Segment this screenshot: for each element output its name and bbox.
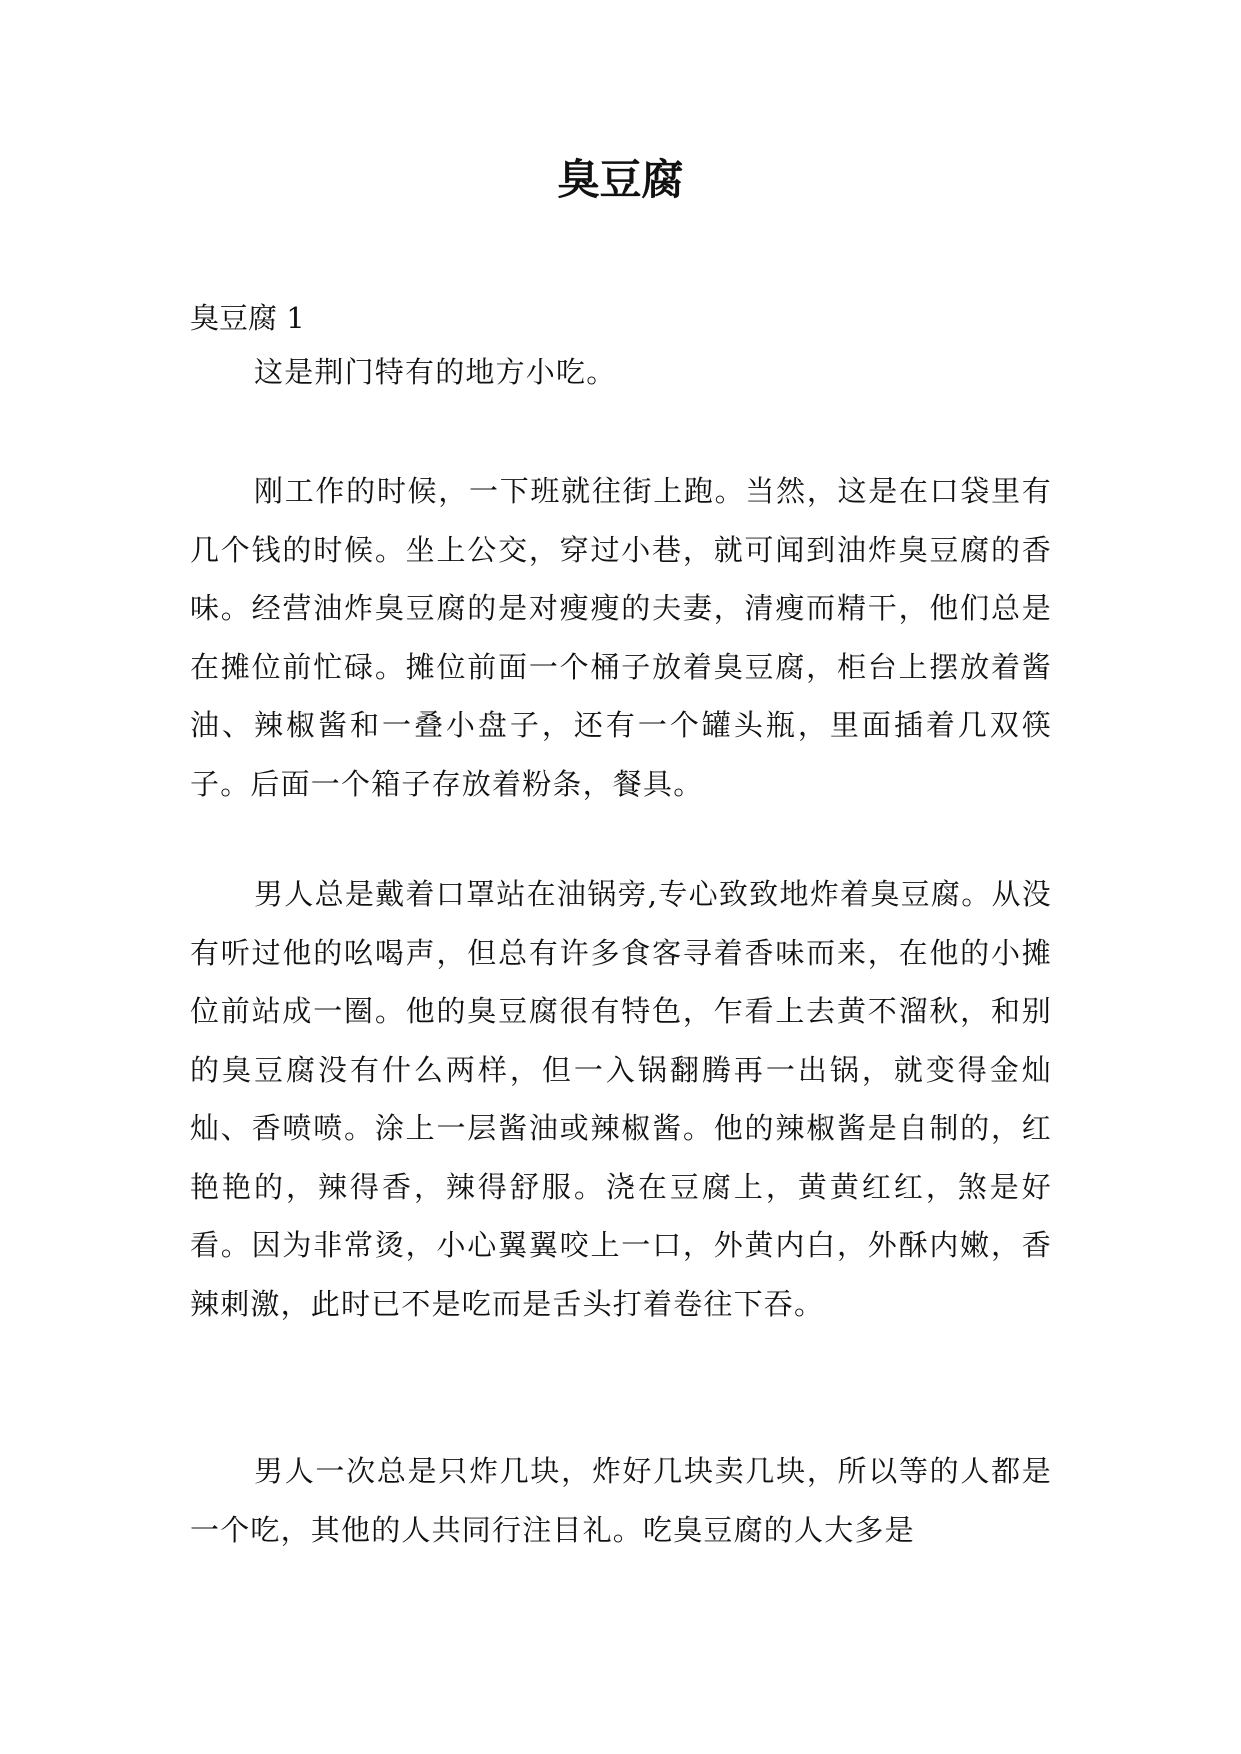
paragraph-3: 男人总是戴着口罩站在油锅旁,专心致致地炸着臭豆腐。从没有听过他的吆喝声，但总有许多食客寻着香味而来，在他的小摊位前站成一圈。他的臭豆腐很有特色，乍看上去黄不溜秋，和别的臭豆腐没有什么两样，但一入锅翻腾再一出锅，就变得金灿灿、香喷喷。涂上一层酱油或辣椒酱。他的辣椒酱是自制的，红艳艳的，辣得香，辣得舒服。浇在豆腐上，黄黄红红，煞是好看。因为非常烫，小心翼翼咬上一口，外黄内白，外酥内嫩，香辣刺激，此时已不是吃而是舌头打着卷往下吞。 <box>190 877 1052 1321</box>
page-title: 臭豆腐 <box>557 155 684 204</box>
section-heading: 臭豆腐 1 <box>190 301 305 335</box>
paragraph-4: 男人一次总是只炸几块，炸好几块卖几块，所以等的人都是一个吃，其他的人共同行注目礼。吃臭豆腐的人大多是 <box>190 1454 1052 1547</box>
paragraph-2: 刚工作的时候，一下班就往街上跑。当然，这是在口袋里有几个钱的时候。坐上公交，穿过小巷，就可闻到油炸臭豆腐的香味。经营油炸臭豆腐的是对瘦瘦的夫妻，清瘦而精干，他们总是在摊位前忙碌。摊位前面一个桶子放着臭豆腐，柜台上摆放着酱油、辣椒酱和一叠小盘子，还有一个罐头瓶，里面插着几双筷子。后面一个箱子存放着粉条，餐具。 <box>190 474 1052 801</box>
paragraph-1: 这是荆门特有的地方小吃。 <box>254 355 617 389</box>
